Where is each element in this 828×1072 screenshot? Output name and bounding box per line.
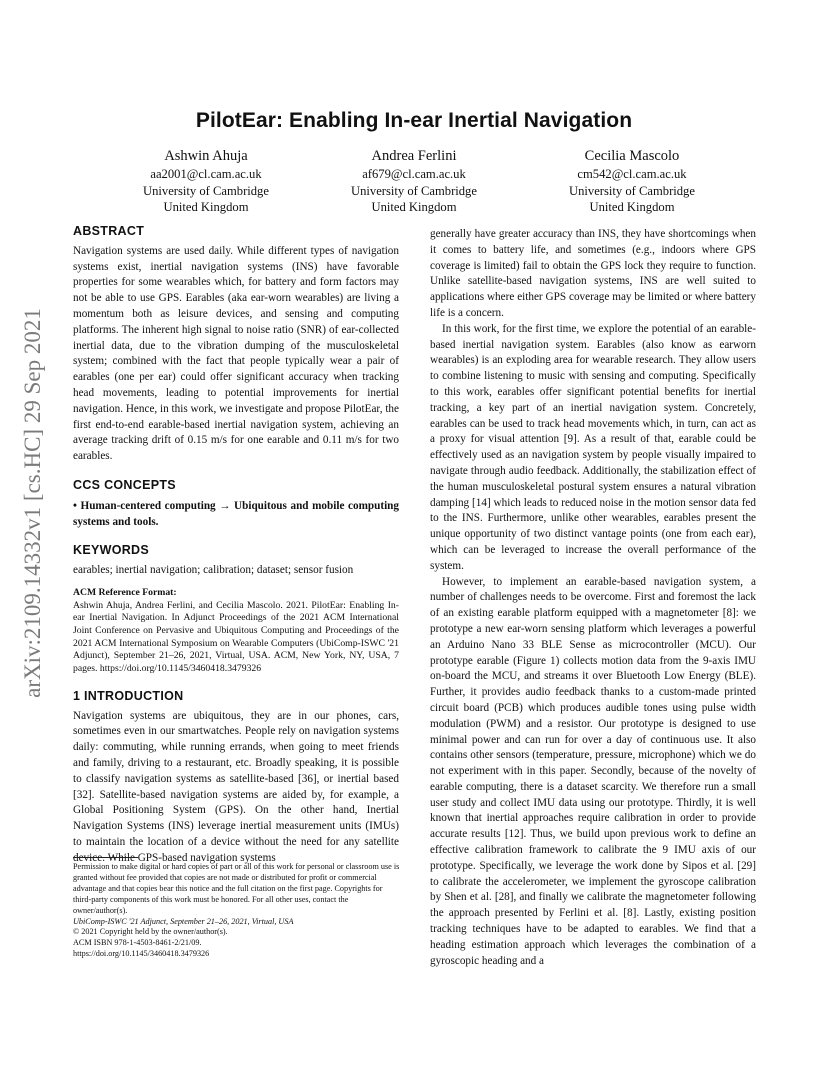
left-column [73,224,399,867]
reference-format-text: Ashwin Ahuja, Andrea Ferlini, and Cecilia Mascolo. 2021. PilotEar: Enabling In-ear Inertial Navigation. In Adjunct Proceedings of the 2021 ACM International Joint Conference on Pervasive and Ubiquitous Computing and Proceedings of the 2021 ACM International Symposium on Wearable Computers (UbiComp-ISWC '21 Adjunct), September 21–26, 2021, Virtual, USA. ACM, New York, NY, USA, 7 pages. https://doi.org/10.1145/3460418.3479326 [73,599,399,675]
intro-paragraph-continued: generally have greater accuracy than INS, they have shortcomings when it comes to battery life, and sometimes (e.g., indoors where GPS coverage is limited) fail to obtain the GPS lock they require to function. Unlike satellite-based navigation systems, INS are well suited to applications where either GPS coverage may be limited or where battery life is a concern. [430,228,756,319]
reference-format-heading: ACM Reference Format: [73,586,177,598]
author-email[interactable]: cm542@cl.cam.ac.uk [577,167,687,181]
author-2 [304,146,524,216]
isbn-line: ACM ISBN 978-1-4503-8461-2/21/09. [73,938,202,948]
author-email[interactable]: aa2001@cl.cam.ac.uk [150,167,262,181]
author-affiliation: University of Cambridge [351,183,477,198]
doi-link[interactable]: https://doi.org/10.1145/3460418.3479326 [73,949,210,959]
permission-notice: Permission to make digital or hard copies of part or all of this work for personal or classroom use is granted without fee provided that copies are not made or distributed for profit or commercial advantage and that copies bear this notice and the full citation on the first page. Copyrights for third-party components of this work must be honored. For all other uses, contact the owner/author(s). [73,862,400,915]
introduction-paragraph-1: Navigation systems are ubiquitous, they are in our phones, cars, sometimes even in our smartwatches. People rely on navigation systems daily: commuting, while running errands, when going to meet friends and family, driving to a restaurant, etc. Broadly speaking, it is possible to classify navigation systems as satellite-based [36], or inertial based [32]. Satellite-based navigation systems are aided by, for example, a Global Positioning System (GPS). On the other hand, Inertial Navigation Systems (INS) leverage inertial measurement units (IMUs) to maintain the location of a device without the need for any satellite device. While GPS-based navigation systems [73,709,399,864]
introduction-heading: 1 INTRODUCTION [73,688,184,703]
ccs-heading: CCS CONCEPTS [73,477,176,492]
author-name: Ashwin Ahuja [164,148,248,164]
author-country: United Kingdom [589,200,675,214]
author-email[interactable]: af679@cl.cam.ac.uk [362,167,466,181]
ccs-text: • Human-centered computing → Ubiquitous and mobile computing systems and tools. [73,499,399,528]
intro-paragraph-3: However, to implement an earable-based navigation system, a number of challenges needs to be overcome. First and foremost the lack of an existing earable platform equipped with a magnetometer [8]: we prototype a new ear-worn sensing platform which leverages a powerful an Arduino Nano 33 BLE Sense as microcontroller (MCU). Our prototype earable (Figure 1) collects motion data from the 9-axis IMU on-board the MCU, and streams it over Bluetooth Low Energy (BLE). Further, it provides audio feedback thanks to a custom-made printed circuit board (PCB) which produces audible tones using pulse width modulation (PWM) and a resistor. Our prototype is designed to use minimal power and can run for over a day of continuous use. It also contains other sensors (temperature, pressure, microphone) which we do not experiment with in this paper. Secondly, because of the novelty of earable computing, there is a dataset scarcity. We therefore run a small user study and collect IMU data using our prototype. Thirdly, it is well known that inertial approaches require calibration in order to provide accurate results [12]. Thus, we build upon previous work to define an effective calibration framework to calibrate the 9 IMU axis of our prototype. Specifically, we leverage the work done by Sipos et al. [29] to calibrate the accelerometer, we implement the gyroscope calibration by Shen et al. [28], and finally we calibrate the magnetometer following the approach presented by Ferlini et al. [8]. Lastly, existing position tracking techniques have to be adapted to earables. We find that a heading estimation approach which leverages the combination of a gyroscopic heading and a [430,575,756,967]
abstract-heading: ABSTRACT [73,224,145,238]
author-3 [522,146,742,216]
venue-line: UbiComp-ISWC '21 Adjunct, September 21–26, 2021, Virtual, USA [73,916,294,926]
author-name: Cecilia Mascolo [584,148,680,164]
author-name: Andrea Ferlini [371,148,457,164]
paper-title: PilotEar: Enabling In-ear Inertial Navigation [195,109,633,132]
author-country: United Kingdom [163,200,249,214]
abstract-text: Navigation systems are used daily. While different types of navigation systems exist, inertial navigation systems (INS) have favorable properties for some wearables which, for battery and form factors may not be able to use GPS. Earables (aka ear-worn wearables) are living a momentum both as leisure devices, and sensing and computing platforms. The inherent high signal to noise ratio (SNR) of ear-collected inertial data, due to the vibration dumping of the musculoskeletal system; combined with the fact that people typically wear a pair of earables (one per ear) could offer significant accuracy when tracking head movements, leading to potential improvements for inertial navigation. Hence, in this work, we investigate and propose PilotEar, the first end-to-end earable-based inertial navigation system, achieving an average tracking drift of 0.15 m/s for one earable and 0.11 m/s for two earables. [73,244,399,463]
intro-paragraph-2: In this work, for the first time, we explore the potential of an earable-based inertial navigation system. Earables (also know as earworn wearables) is an exploding area for wearable research. They allow users to combine listening to music with sensing and computing. Specifically to this work, earables offer significant potential benefits for inertial tracking, a key part of an inertial navigation system. Concretely, earables can be used to track head movements which, in turn, can act as a proxy for visual attention [9]. As a result of that, earable could be effectively used as an navigation system by people visually impaired to navigate through audio feedback. Additionally, the stabilization effect of the human musculoskeletal postural system ensures a natural vibration damping [14] which leads to reduced noise in the motion sensor data fed to the INS. Furthermore, unlike other wearables, earables present the unique opportunity of two distinct vantage points (one from each ear), which can be leveraged to increase the overall performance of the system. [430,322,756,572]
right-column [430,227,756,969]
author-1 [96,146,316,216]
copyright-line: © 2021 Copyright held by the owner/author(s). [73,927,228,937]
footnote-rule [73,857,138,858]
footnote [73,862,401,960]
keywords-heading: KEYWORDS [73,543,150,558]
arxiv-identifier [18,288,48,718]
arxiv-identifier-text: arXiv:2109.14332v1 [cs.HC] 29 Sep 2021 [20,308,45,698]
keywords-text: earables; inertial navigation; calibration; dataset; sensor fusion [73,564,354,577]
author-country: United Kingdom [371,200,457,214]
author-affiliation: University of Cambridge [143,183,269,198]
author-affiliation: University of Cambridge [569,183,695,198]
